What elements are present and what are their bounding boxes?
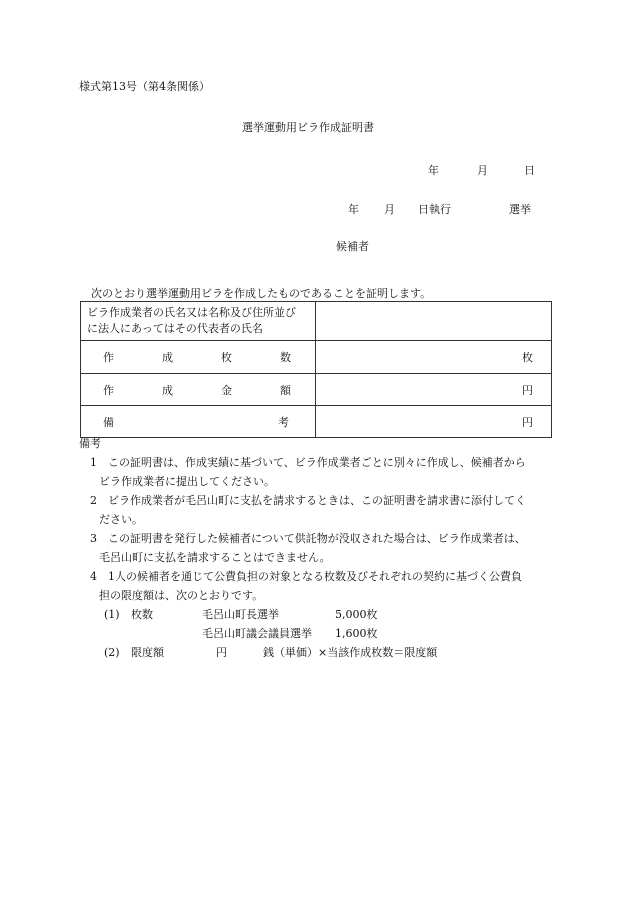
limit-item-2-label: 限度額: [131, 646, 164, 659]
note-1-line2: ビラ作成業者に提出してください。: [99, 475, 275, 488]
note-2-line2: ださい。: [99, 513, 143, 526]
amount-label-char: 額: [280, 383, 291, 397]
amount-label: [81, 374, 316, 406]
election-day-exec: 日執行: [418, 203, 451, 216]
table-row-remarks: [81, 406, 552, 438]
candidate-label: 候補者: [336, 240, 369, 253]
quantity-label: [81, 341, 316, 374]
limit-item-2-number: (2): [104, 646, 120, 659]
notes-heading: 備考: [79, 437, 101, 450]
note-3-line1: 3 この証明書を発行した候補者について供託物が没収された場合は、ビラ作成業者は、: [90, 532, 526, 545]
limit-formula: 銭（単価）×当該作成枚数＝限度額: [263, 646, 438, 659]
amount-value-cell[interactable]: 円: [316, 374, 552, 406]
amount-label-char: 成: [162, 383, 173, 397]
date-month: 月: [477, 164, 488, 177]
vendor-label: [81, 302, 316, 341]
remarks-label: [81, 406, 316, 438]
note-2-line1: 2 ビラ作成業者が毛呂山町に支払を請求するときは、この証明書を請求書に添付してく: [90, 494, 526, 507]
limit-item-1-label: 枚数: [131, 608, 153, 621]
date-year: 年: [428, 164, 439, 177]
remarks-value-cell[interactable]: 円: [316, 406, 552, 438]
date-day: 日: [524, 164, 535, 177]
remarks-label-char: 備: [103, 415, 114, 429]
quantity-label-char: 成: [162, 351, 173, 364]
intro-statement: 次のとおり選挙運動用ビラを作成したものであることを証明します。: [91, 287, 432, 300]
vendor-label-line1: ビラ作成業者の氏名又は名称及び住所並び: [87, 306, 296, 319]
election-name: 選挙: [509, 203, 531, 216]
quantity-label-char: 作: [103, 351, 114, 364]
vendor-label-line2: に法人にあってはその代表者の氏名: [87, 322, 263, 335]
table-row-quantity: [81, 341, 552, 374]
vendor-value-cell[interactable]: [316, 302, 552, 341]
election-month: 月: [384, 203, 395, 216]
certificate-table: [80, 301, 552, 438]
note-3-line2: 毛呂山町に支払を請求することはできません。: [99, 551, 331, 564]
document-title: 選挙運動用ビラ作成証明書: [242, 121, 374, 134]
amount-label-char: 作: [103, 383, 114, 397]
limit-item-1-number: (1): [104, 608, 120, 621]
council-election-label: 毛呂山町議会議員選挙: [202, 627, 312, 640]
mayor-election-value: 5,000枚: [335, 608, 378, 621]
mayor-election-label: 毛呂山町長選挙: [202, 608, 279, 621]
quantity-label-char: 枚: [221, 351, 232, 364]
note-1-line1: 1 この証明書は、作成実績に基づいて、ビラ作成業者ごとに別々に作成し、候補者から: [90, 456, 526, 469]
council-election-value: 1,600枚: [335, 627, 378, 640]
note-4-line1: 4 1人の候補者を通じて公費負担の対象となる枚数及びそれぞれの契約に基づく公費負: [90, 570, 522, 583]
yen-unit: 円: [216, 646, 227, 659]
quantity-label-char: 数: [280, 351, 291, 364]
remarks-label-char: 考: [278, 415, 289, 429]
table-row-amount: [81, 374, 552, 406]
form-number: 様式第13号（第4条関係）: [79, 80, 210, 93]
election-year: 年: [348, 203, 359, 216]
amount-label-char: 金: [221, 383, 232, 397]
quantity-value-cell[interactable]: 枚: [316, 341, 552, 374]
table-row-vendor: [81, 302, 552, 341]
note-4-line2: 担の限度額は、次のとおりです。: [99, 589, 264, 602]
